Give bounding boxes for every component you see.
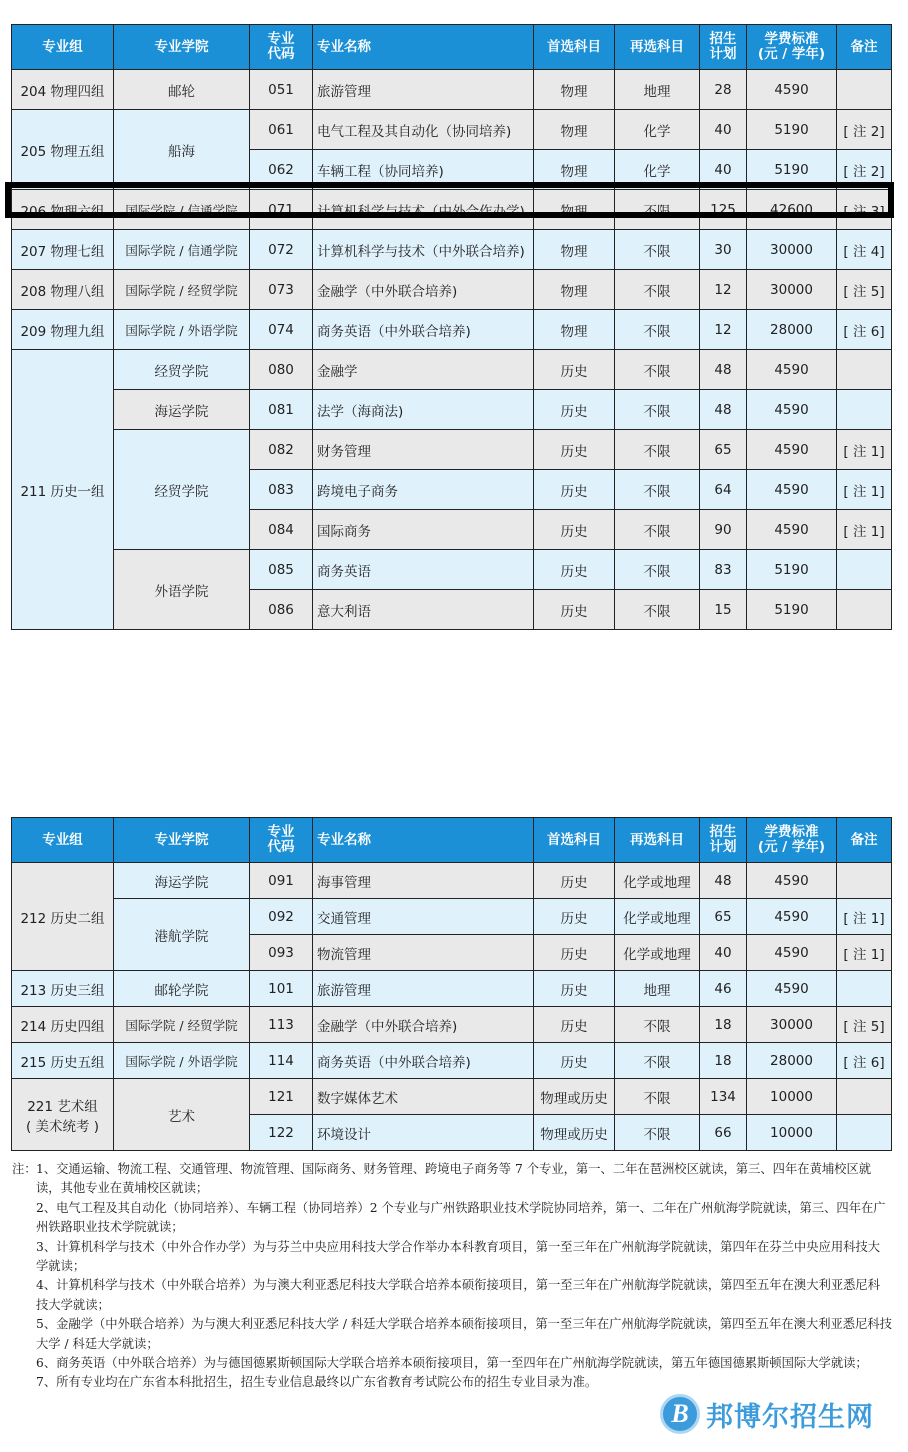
- fee-cell: 10000: [747, 1115, 837, 1151]
- second-subject-cell: 不限: [615, 1043, 700, 1079]
- major-cell: 数字媒体艺术: [313, 1079, 534, 1115]
- second-subject-cell: 不限: [615, 550, 700, 590]
- fee-cell: 5190: [747, 110, 837, 150]
- header-group: 专业组: [12, 25, 114, 70]
- major-cell: 商务英语（中外联合培养): [313, 310, 534, 350]
- college-cell: 经贸学院: [114, 430, 250, 550]
- header-group: 专业组: [12, 818, 114, 863]
- major-cell: 金融学（中外联合培养): [313, 270, 534, 310]
- major-cell: 计算机科学与技术（中外联合培养): [313, 230, 534, 270]
- group-cell: 208 物理八组: [12, 270, 114, 310]
- code-cell: 113: [250, 1007, 313, 1043]
- college-cell: 港航学院: [114, 899, 250, 971]
- major-cell: 商务英语（中外联合培养): [313, 1043, 534, 1079]
- code-cell: 085: [250, 550, 313, 590]
- college-cell: 经贸学院: [114, 350, 250, 390]
- fee-cell: 5190: [747, 550, 837, 590]
- header-second-subject: 再选科目: [615, 25, 700, 70]
- first-subject-cell: 历史: [534, 971, 615, 1007]
- first-subject-cell: 历史: [534, 510, 615, 550]
- second-subject-cell: 化学或地理: [615, 935, 700, 971]
- header-note: 备注: [837, 818, 892, 863]
- code-cell: 062: [250, 150, 313, 190]
- header-major: 专业名称: [313, 25, 534, 70]
- note-item: 5、金融学（中外联合培养）为与澳大利亚悉尼科技大学 / 科廷大学联合培养本硕衔接项目，第一至三年在广州航海学院就读，第四至五年在澳大利亚悉尼科技大学 / 科廷大学就读；: [36, 1317, 892, 1351]
- group-cell: 213 历史三组: [12, 971, 114, 1007]
- group-cell: 221 艺术组 ( 美术统考 ): [12, 1079, 114, 1151]
- group-cell: 207 物理七组: [12, 230, 114, 270]
- first-subject-cell: 物理: [534, 70, 615, 110]
- second-subject-cell: 不限: [615, 230, 700, 270]
- header-first-subject: 首选科目: [534, 25, 615, 70]
- table-row: [12, 230, 892, 270]
- header-college: 专业学院: [114, 25, 250, 70]
- note-item: 1、交通运输、物流工程、交通管理、物流管理、国际商务、财务管理、跨境电子商务等 7 个专业，第一、二年在琶洲校区就读，第三、四年在黄埔校区就读，其他专业在黄埔校区就读；: [36, 1162, 872, 1196]
- second-subject-cell: 化学或地理: [615, 863, 700, 899]
- note-cell: [837, 1115, 892, 1151]
- group-cell: 211 历史一组: [12, 350, 114, 630]
- major-cell: 意大利语: [313, 590, 534, 630]
- table-row: [12, 310, 892, 350]
- first-subject-cell: 历史: [534, 1007, 615, 1043]
- fee-cell: 28000: [747, 1043, 837, 1079]
- plan-cell: 65: [700, 430, 747, 470]
- major-cell: 旅游管理: [313, 70, 534, 110]
- code-cell: 072: [250, 230, 313, 270]
- first-subject-cell: 物理: [534, 230, 615, 270]
- plan-cell: 90: [700, 510, 747, 550]
- note-cell: [ 注 6]: [837, 310, 892, 350]
- major-cell: 计算机科学与技术（中外合作办学): [313, 190, 534, 230]
- first-subject-cell: 历史: [534, 550, 615, 590]
- watermark: [660, 1392, 874, 1436]
- code-cell: 071: [250, 190, 313, 230]
- major-cell: 海事管理: [313, 863, 534, 899]
- fee-cell: 4590: [747, 510, 837, 550]
- group-cell: 205 物理五组: [12, 110, 114, 190]
- fee-cell: 28000: [747, 310, 837, 350]
- note-cell: [ 注 2]: [837, 110, 892, 150]
- college-cell: 国际学院 / 信通学院: [114, 190, 250, 230]
- note-cell: [837, 550, 892, 590]
- table-row: [12, 70, 892, 110]
- table-row: [12, 1043, 892, 1079]
- fee-cell: 4590: [747, 863, 837, 899]
- fee-cell: 42600: [747, 190, 837, 230]
- code-cell: 084: [250, 510, 313, 550]
- second-subject-cell: 不限: [615, 430, 700, 470]
- plan-cell: 40: [700, 150, 747, 190]
- college-cell: 国际学院 / 经贸学院: [114, 1007, 250, 1043]
- note-cell: [ 注 1]: [837, 470, 892, 510]
- code-cell: 073: [250, 270, 313, 310]
- second-subject-cell: 化学: [615, 150, 700, 190]
- code-cell: 093: [250, 935, 313, 971]
- group-cell: 204 物理四组: [12, 70, 114, 110]
- header-second-subject: 再选科目: [615, 818, 700, 863]
- college-cell: 邮轮: [114, 70, 250, 110]
- college-cell: 海运学院: [114, 863, 250, 899]
- group-cell: 214 历史四组: [12, 1007, 114, 1043]
- code-cell: 086: [250, 590, 313, 630]
- major-cell: 金融学（中外联合培养): [313, 1007, 534, 1043]
- major-cell: 环境设计: [313, 1115, 534, 1151]
- note-cell: [ 注 5]: [837, 1007, 892, 1043]
- major-cell: 跨境电子商务: [313, 470, 534, 510]
- code-cell: 091: [250, 863, 313, 899]
- table-row: [12, 899, 892, 935]
- watermark-logo-icon: B: [660, 1394, 700, 1434]
- fee-cell: 10000: [747, 1079, 837, 1115]
- plan-cell: 12: [700, 270, 747, 310]
- college-cell: 国际学院 / 信通学院: [114, 230, 250, 270]
- note-cell: [837, 971, 892, 1007]
- plan-cell: 18: [700, 1043, 747, 1079]
- group-cell: 215 历史五组: [12, 1043, 114, 1079]
- fee-cell: 4590: [747, 390, 837, 430]
- college-cell: 海运学院: [114, 390, 250, 430]
- plan-cell: 18: [700, 1007, 747, 1043]
- plan-cell: 134: [700, 1079, 747, 1115]
- note-cell: [837, 390, 892, 430]
- note-cell: [837, 590, 892, 630]
- header-plan: 招生 计划: [700, 818, 747, 863]
- note-cell: [ 注 3]: [837, 190, 892, 230]
- second-subject-cell: 化学或地理: [615, 899, 700, 935]
- plan-cell: 125: [700, 190, 747, 230]
- code-cell: 083: [250, 470, 313, 510]
- major-cell: 旅游管理: [313, 971, 534, 1007]
- plan-cell: 40: [700, 110, 747, 150]
- note-item: 4、计算机科学与技术（中外联合培养）为与澳大利亚悉尼科技大学联合培养本硕衔接项目，第一至三年在广州航海学院就读，第四至五年在澳大利亚悉尼科技大学就读；: [36, 1278, 881, 1312]
- code-cell: 092: [250, 899, 313, 935]
- college-cell: 国际学院 / 外语学院: [114, 1043, 250, 1079]
- fee-cell: 30000: [747, 270, 837, 310]
- fee-cell: 4590: [747, 935, 837, 971]
- header-college: 专业学院: [114, 818, 250, 863]
- table-row: [12, 1079, 892, 1115]
- first-subject-cell: 历史: [534, 390, 615, 430]
- college-cell: 艺术: [114, 1079, 250, 1151]
- code-cell: 080: [250, 350, 313, 390]
- plan-cell: 15: [700, 590, 747, 630]
- first-subject-cell: 历史: [534, 430, 615, 470]
- second-subject-cell: 不限: [615, 190, 700, 230]
- header-first-subject: 首选科目: [534, 818, 615, 863]
- fee-cell: 4590: [747, 350, 837, 390]
- note-item: 2、电气工程及其自动化（协同培养）、车辆工程（协同培养）2 个专业与广州铁路职业技术学院协同培养，第一、二年在广州航海学院就读，第三、四年在广州铁路职业技术学院就读；: [36, 1200, 886, 1235]
- note-cell: [ 注 1]: [837, 430, 892, 470]
- note-cell: [837, 863, 892, 899]
- plan-cell: 83: [700, 550, 747, 590]
- major-cell: 电气工程及其自动化（协同培养): [313, 110, 534, 150]
- major-cell: 车辆工程（协同培养): [313, 150, 534, 190]
- second-subject-cell: 不限: [615, 310, 700, 350]
- college-cell: 国际学院 / 经贸学院: [114, 270, 250, 310]
- second-subject-cell: 地理: [615, 70, 700, 110]
- first-subject-cell: 物理或历史: [534, 1115, 615, 1151]
- plan-cell: 48: [700, 390, 747, 430]
- plan-cell: 48: [700, 863, 747, 899]
- group-cell: 212 历史二组: [12, 863, 114, 971]
- first-subject-cell: 物理: [534, 150, 615, 190]
- first-subject-cell: 历史: [534, 935, 615, 971]
- second-subject-cell: 不限: [615, 510, 700, 550]
- table-row: [12, 270, 892, 310]
- first-subject-cell: 物理或历史: [534, 1079, 615, 1115]
- code-cell: 082: [250, 430, 313, 470]
- major-cell: 金融学: [313, 350, 534, 390]
- plan-cell: 12: [700, 310, 747, 350]
- second-subject-cell: 不限: [615, 1007, 700, 1043]
- fee-cell: 4590: [747, 70, 837, 110]
- plan-cell: 46: [700, 971, 747, 1007]
- note-item: 3、计算机科学与技术（中外合作办学）为与芬兰中央应用科技大学合作举办本科教育项目，第一至三年在广州航海学院就读，第四年在芬兰中央应用科技大学就读；: [36, 1239, 881, 1274]
- college-cell: 国际学院 / 外语学院: [114, 310, 250, 350]
- fee-cell: 30000: [747, 230, 837, 270]
- major-cell: 法学（海商法): [313, 390, 534, 430]
- first-subject-cell: 历史: [534, 1043, 615, 1079]
- header-fee: 学费标准 (元 / 学年): [747, 25, 837, 70]
- college-cell: 邮轮学院: [114, 971, 250, 1007]
- fee-cell: 4590: [747, 470, 837, 510]
- table-row: [12, 350, 892, 390]
- code-cell: 121: [250, 1079, 313, 1115]
- second-subject-cell: 地理: [615, 971, 700, 1007]
- table-row: [12, 971, 892, 1007]
- table-row: [12, 390, 892, 430]
- code-cell: 122: [250, 1115, 313, 1151]
- fee-cell: 5190: [747, 150, 837, 190]
- first-subject-cell: 物理: [534, 110, 615, 150]
- notes-prefix: 注：: [12, 1162, 37, 1176]
- college-cell: 船海: [114, 110, 250, 190]
- second-subject-cell: 不限: [615, 590, 700, 630]
- table-header-row: [12, 818, 892, 863]
- code-cell: 074: [250, 310, 313, 350]
- group-cell: 209 物理九组: [12, 310, 114, 350]
- note-cell: [ 注 5]: [837, 270, 892, 310]
- note-cell: [837, 350, 892, 390]
- code-cell: 081: [250, 390, 313, 430]
- header-major: 专业名称: [313, 818, 534, 863]
- plan-cell: 65: [700, 899, 747, 935]
- code-cell: 051: [250, 70, 313, 110]
- second-subject-cell: 不限: [615, 270, 700, 310]
- table-row: [12, 863, 892, 899]
- table-row-highlighted: [12, 190, 892, 230]
- first-subject-cell: 物理: [534, 270, 615, 310]
- first-subject-cell: 物理: [534, 310, 615, 350]
- admission-table-1: [11, 24, 892, 630]
- fee-cell: 4590: [747, 899, 837, 935]
- major-cell: 交通管理: [313, 899, 534, 935]
- second-subject-cell: 化学: [615, 110, 700, 150]
- second-subject-cell: 不限: [615, 1079, 700, 1115]
- fee-cell: 30000: [747, 1007, 837, 1043]
- note-item: 7、所有专业均在广东省本科批招生，招生专业信息最终以广东省教育考试院公布的招生专业目录为准。: [36, 1375, 598, 1390]
- code-cell: 101: [250, 971, 313, 1007]
- header-fee: 学费标准 (元 / 学年): [747, 818, 837, 863]
- header-plan: 招生 计划: [700, 25, 747, 70]
- table-row: [12, 110, 892, 150]
- note-cell: [ 注 1]: [837, 510, 892, 550]
- first-subject-cell: 历史: [534, 470, 615, 510]
- code-cell: 061: [250, 110, 313, 150]
- second-subject-cell: 不限: [615, 1115, 700, 1151]
- table-row: [12, 1007, 892, 1043]
- first-subject-cell: 物理: [534, 190, 615, 230]
- footnotes: [12, 1160, 892, 1393]
- plan-cell: 30: [700, 230, 747, 270]
- first-subject-cell: 历史: [534, 350, 615, 390]
- note-cell: [ 注 2]: [837, 150, 892, 190]
- table-row: [12, 550, 892, 590]
- header-code: 专业 代码: [250, 25, 313, 70]
- plan-cell: 64: [700, 470, 747, 510]
- note-cell: [ 注 6]: [837, 1043, 892, 1079]
- fee-cell: 5190: [747, 590, 837, 630]
- fee-cell: 4590: [747, 971, 837, 1007]
- table-header-row: [12, 25, 892, 70]
- plan-cell: 28: [700, 70, 747, 110]
- first-subject-cell: 历史: [534, 899, 615, 935]
- major-cell: 财务管理: [313, 430, 534, 470]
- watermark-text: 邦博尔招生网: [706, 1401, 874, 1432]
- note-cell: [ 注 1]: [837, 935, 892, 971]
- note-cell: [837, 70, 892, 110]
- plan-cell: 66: [700, 1115, 747, 1151]
- second-subject-cell: 不限: [615, 470, 700, 510]
- second-subject-cell: 不限: [615, 350, 700, 390]
- note-cell: [ 注 1]: [837, 899, 892, 935]
- admission-table-2: [11, 817, 892, 1151]
- note-item: 6、商务英语（中外联合培养）为与德国德累斯顿国际大学联合培养本硕衔接项目，第一至四年在广州航海学院就读，第五年德国德累斯顿国际大学就读；: [36, 1356, 868, 1371]
- header-note: 备注: [837, 25, 892, 70]
- first-subject-cell: 历史: [534, 863, 615, 899]
- note-cell: [ 注 4]: [837, 230, 892, 270]
- fee-cell: 4590: [747, 430, 837, 470]
- note-cell: [837, 1079, 892, 1115]
- major-cell: 物流管理: [313, 935, 534, 971]
- college-cell: 外语学院: [114, 550, 250, 630]
- group-cell: 206 物理六组: [12, 190, 114, 230]
- second-subject-cell: 不限: [615, 390, 700, 430]
- major-cell: 国际商务: [313, 510, 534, 550]
- code-cell: 114: [250, 1043, 313, 1079]
- plan-cell: 48: [700, 350, 747, 390]
- header-code: 专业 代码: [250, 818, 313, 863]
- table-row: [12, 430, 892, 470]
- plan-cell: 40: [700, 935, 747, 971]
- major-cell: 商务英语: [313, 550, 534, 590]
- first-subject-cell: 历史: [534, 590, 615, 630]
